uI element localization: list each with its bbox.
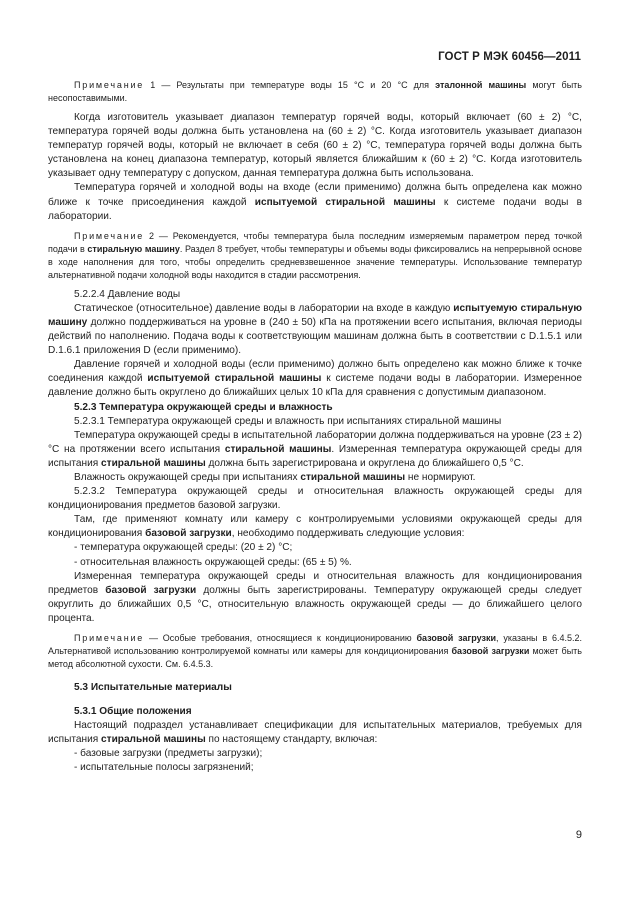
section-5-2-2-4-heading: 5.2.2.4 Давление воды (74, 288, 181, 300)
list-item-soil-strips: - испытательные полосы загрязнений; (74, 762, 254, 774)
note-label: Примечание (74, 633, 145, 643)
paragraph-humidity: Влажность окружающей среды при испытаниях стиральной машины не нормируют. (74, 471, 476, 483)
note-label: Примечание (74, 230, 145, 241)
section-5-2-3-heading: 5.2.3 Температура окружающей среды и влажность (74, 401, 333, 413)
paragraph-static-pressure: Статическое (относительное) давление воды в лаборатории на входе в каждую испытуемую стиральную машину должно поддерживаться на уровне в (240 ± 50) кПа на протяжении всего испытания, включая периоды действий по наполнению. Подача воды к соответствующим машинам должна быть в соответствии с D.1.5.1 или D.1.6.1 приложения D (если применимо). (48, 302, 582, 357)
paragraph-pressure-measurement: Давление горячей и холодной воды (если применимо) должно быть определено как можно ближе к точке соединения каждой испытуемой стиральной машины к системе подачи воды в лаборатории. Измеренное давление должно быть округлено до ближайших целых 10 кПа для сравнения с допустимым диапазоном. (48, 359, 582, 399)
page-body (48, 79, 582, 776)
list-item-humidity: - относительная влажность окружающей среды: (65 ± 5) %. (74, 556, 352, 568)
section-5-3-1-heading: 5.3.1 Общие положения (74, 706, 192, 718)
paragraph-test-materials: Настоящий подраздел устанавливает спецификации для испытательных материалов, требуемых для испытания стиральной машины по настоящему стандарту, включая: (48, 720, 582, 746)
paragraph-conditioning-room: Там, где применяют комнату или камеру с контролируемыми условиями окружающей среды для кондиционирования базовой загрузки, необходимо поддерживать следующие условия: (48, 514, 582, 540)
section-5-2-3-2-heading: 5.2.3.2 Температура окружающей среды и относительная влажность окружающей среды для кондиционирования предметов базовой загрузки. (48, 486, 582, 512)
paragraph-measured-conditions: Измеренная температура окружающей среды и относительная влажность для кондиционирования предметов базовой загрузки должны быть зарегистрированы. Температуру окружающей среды следует округлить до ближайших 0,5 °С, относительную влажность окружающей среды — до ближайшего целого процента. (48, 570, 583, 624)
note-label: Примечание (74, 80, 145, 90)
standard-header: ГОСТ Р МЭК 60456—2011 (438, 51, 581, 63)
section-5-2-3-1-heading: 5.2.3.1 Температура окружающей среды и влажность при испытаниях стиральной машины (74, 415, 502, 427)
paragraph-water-temperature: Температура горячей и холодной воды на входе (если применимо) должна быть определена как можно ближе к точке присоединения каждой испытуемой стиральной машины к системе подачи воды в лаборатории. (48, 182, 582, 222)
note-2: Примечание 2 — Рекомендуется, чтобы температура была последним измеряемым параметром перед точкой подачи в стиральную машину. Раздел 8 требует, чтобы температуры и объемы воды фиксировались на непрерывной основе в ходе наполнения для того, чтобы определить средневзвешенное значение температуры. Использование температур альтернативной подачи холодной воды находится в стадии рассмотрения. (48, 230, 582, 280)
note-3: Примечание — Особые требования, относящиеся к кондиционированию базовой загрузки, указаны в 6.4.5.2. Альтернативой использованию контролируемой комнаты или камеры для кондиционирования базовой загрузки может быть метод абсолютной сухости. См. 6.4.5.3. (48, 633, 582, 669)
paragraph-hot-water-range: Когда изготовитель указывает диапазон температур горячей воды, который включает (60 ± 2) °С, температура горячей воды должна быть установлена на (60 ± 2) °С. Когда изготовитель указывает диапазон температур горячей воды, который не включает в себя (60 ± 2) °С, температура горячей воды должна быть установлена на конец диапазона температур, который является ближайшим к (60 ± 2) °С. Когда изготовитель указывает одну температуру с допуском, данная температура должна быть использована. (48, 112, 582, 180)
note-1: Примечание 1 — Результаты при температуре воды 15 °С и 20 °С для эталонной машины могут быть несопоставимыми. (48, 80, 582, 103)
page-number: 9 (575, 829, 582, 841)
section-5-3-heading: 5.3 Испытательные материалы (74, 682, 232, 693)
list-item-base-loads: - базовые загрузки (предметы загрузки); (74, 748, 263, 760)
list-item-temperature: - температура окружающей среды: (20 ± 2) °С; (74, 542, 293, 554)
paragraph-ambient-temperature: Температура окружающей среды в испытательной лаборатории должна поддерживаться на уровне (23 ± 2) °С на протяжении всего испытания стиральной машины. Измеренная температура окружающей среды для испытания стиральной машины должна быть зарегистрирована и округлена до ближайшего 0,5 °С. (48, 429, 582, 469)
